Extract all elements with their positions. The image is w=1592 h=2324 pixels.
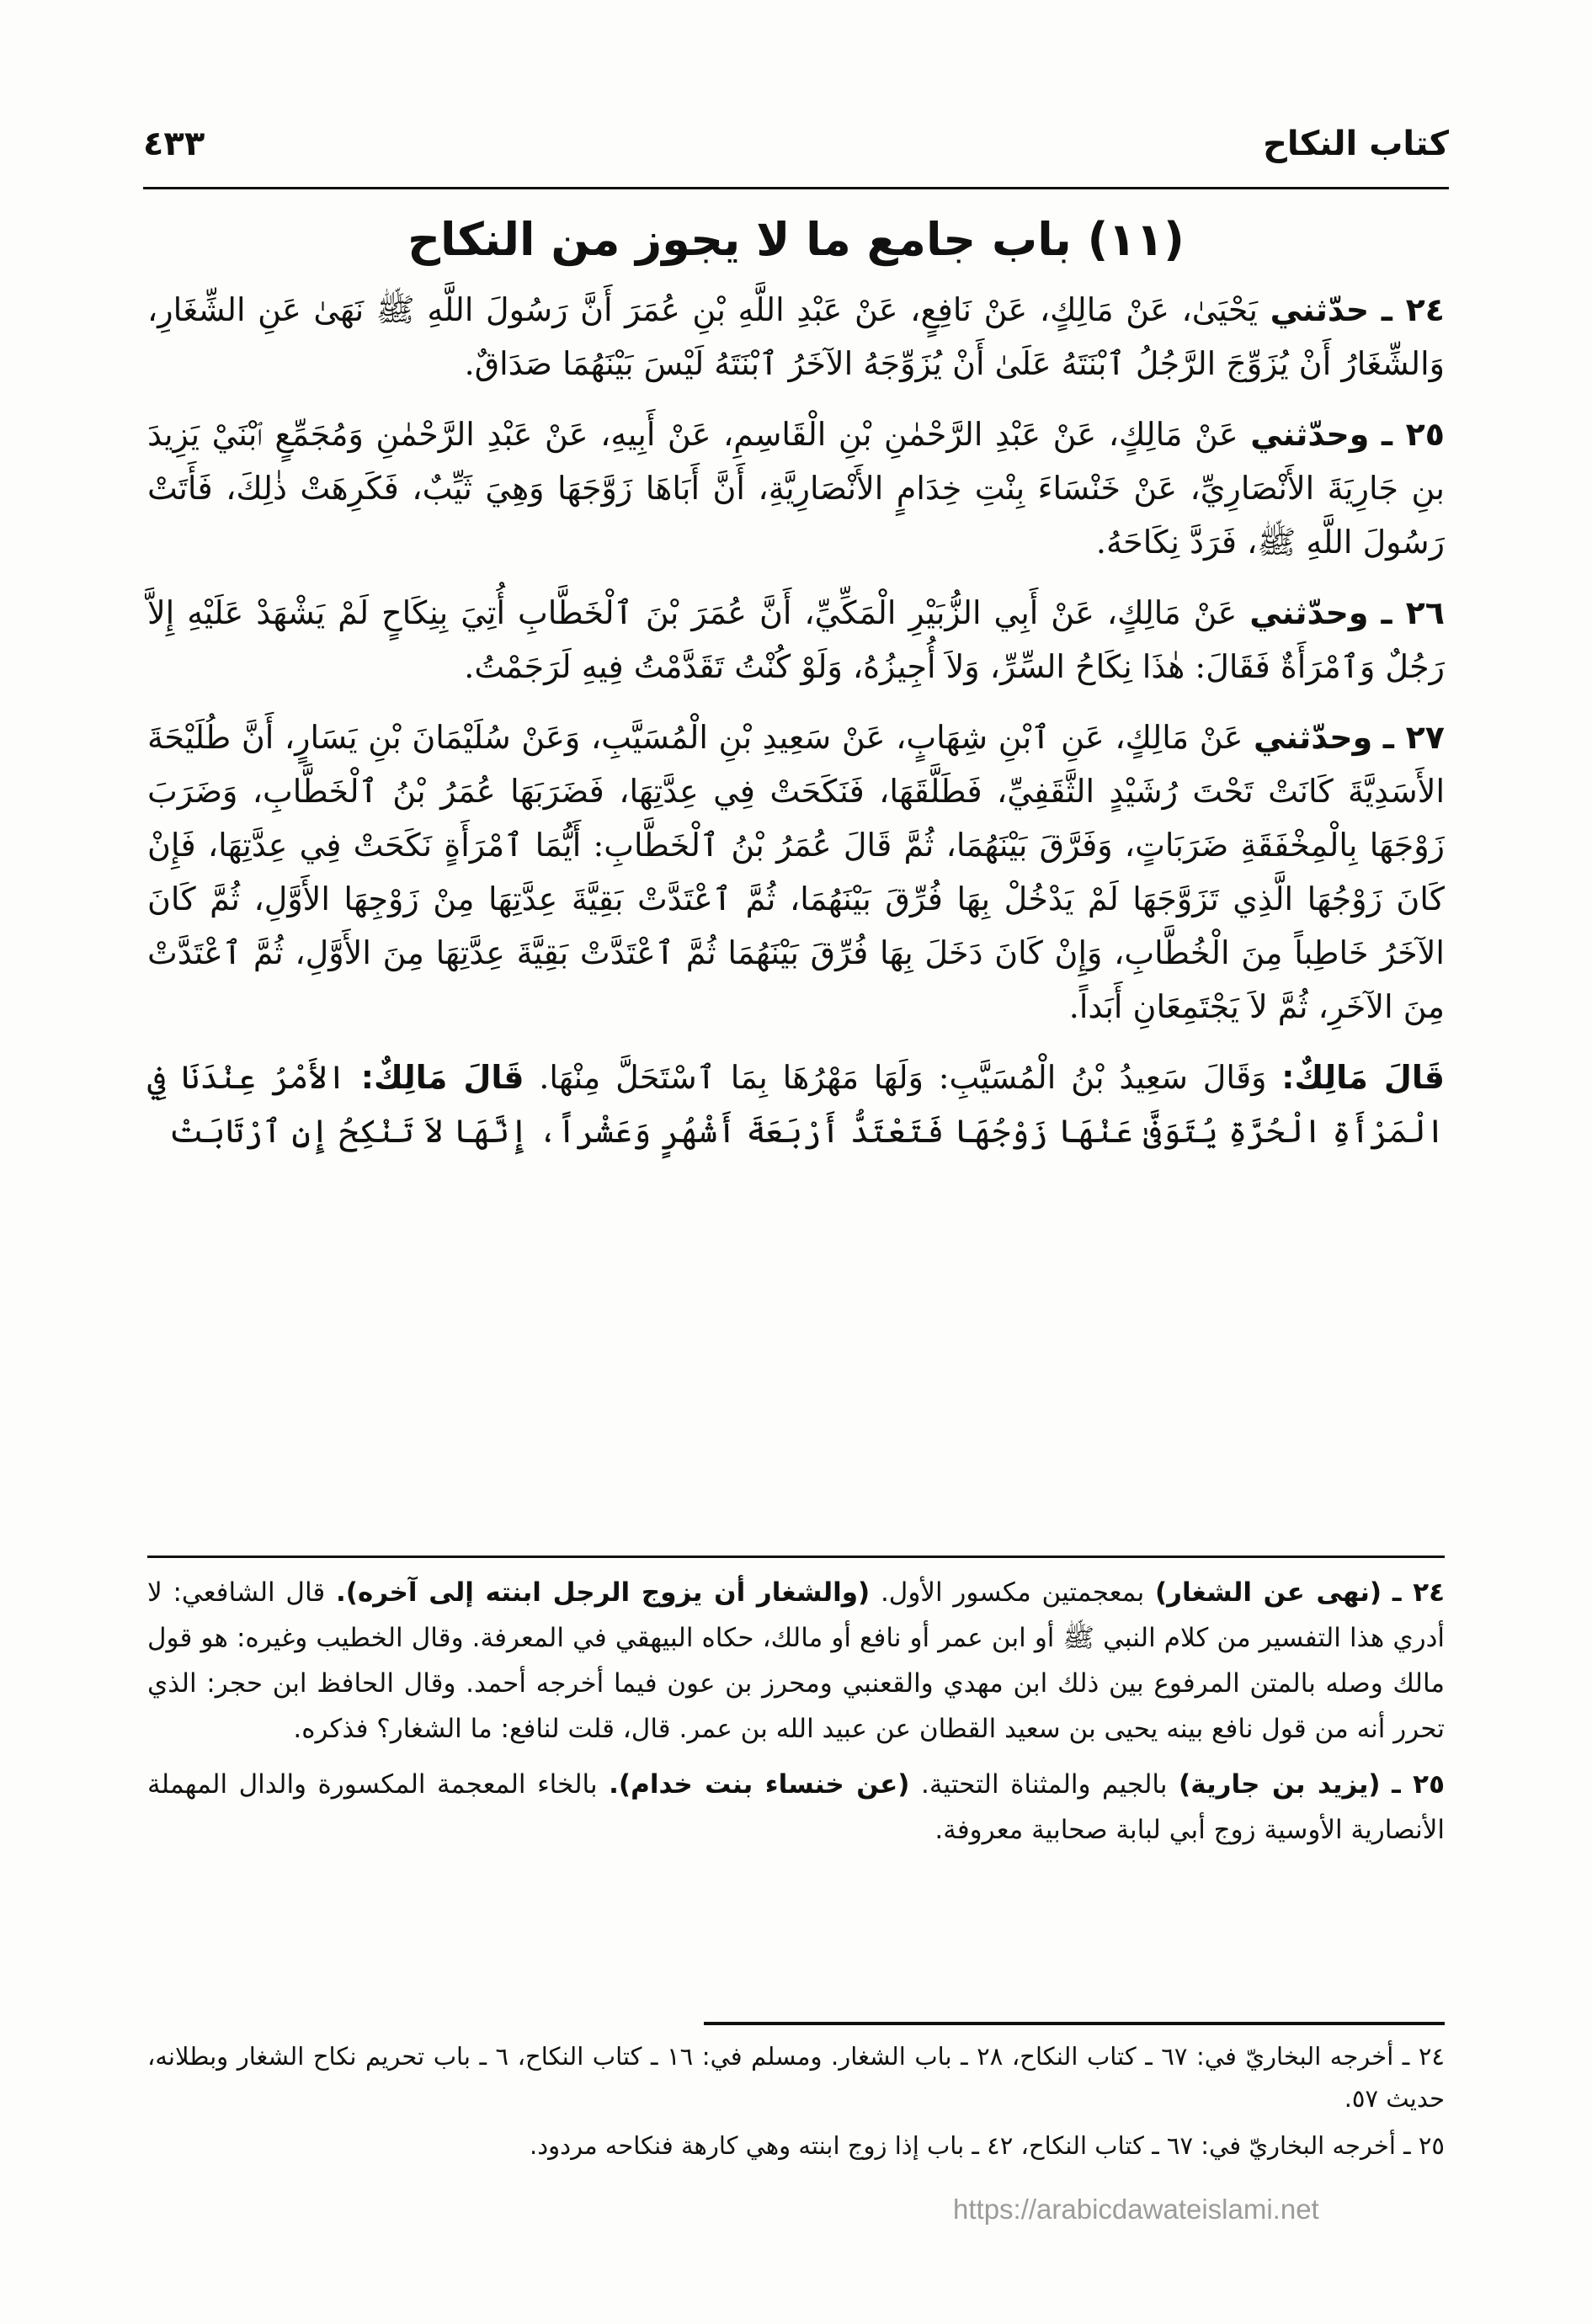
chapter-title: (١١) باب جامع ما لا يجوز من النكاح bbox=[407, 213, 1185, 266]
references-rule bbox=[704, 2022, 1445, 2025]
note-text: بالجيم والمثناة التحتية. bbox=[921, 1769, 1168, 1800]
book-title: كتاب النكاح bbox=[1263, 125, 1449, 163]
hadith-number: ٢٦ ـ bbox=[1381, 594, 1445, 631]
hadith-number: ٢٧ ـ bbox=[1382, 719, 1445, 756]
note-number: ٢٥ ـ bbox=[1392, 1769, 1446, 1800]
header-rule bbox=[143, 187, 1449, 189]
hadith-opener: حدّثني bbox=[1270, 291, 1370, 328]
hadith-text: يَحْيَىٰ، عَنْ مَالِكٍ، عَنْ نَافِعٍ، عَنْ عَبْدِ اللَّهِ بْنِ عُمَرَ أَنَّ رَسُولَ اللَّهِ ﷺ نَهَىٰ عَنِ الشِّغَارِ، وَالشِّغَارُ أَنْ يُزَوِّجَ الرَّجُلُ ٱبْنَتَهُ عَلَىٰ أَنْ يُزَوِّجَهُ الآخَرُ ٱبْنَتَهُ لَيْسَ بَيْنَهُمَا صَدَاقٌ. bbox=[147, 291, 1445, 382]
hadith-text: عَنْ مَالِكٍ، عَنْ أَبِي الزُّبَيْرِ الْمَكِّيِّ، أَنَّ عُمَرَ بْنَ ٱلْخَطَّابِ أُتِيَ بِنِكَاحٍ لَمْ يَشْهَدْ عَلَيْهِ إِلاَّ رَجُلٌ وَٱمْرَأَةٌ فَقَالَ: هٰذَا نِكَاحُ السِّرِّ، وَلاَ أُجِيزُهُ، وَلَوْ كُنْتُ تَقَدَّمْتُ فِيهِ لَرَجَمْتُ. bbox=[147, 594, 1445, 685]
note-bold-phrase: (نهى عن الشغار) bbox=[1155, 1577, 1382, 1608]
note-25 bbox=[147, 1762, 1445, 1853]
notes-rule bbox=[147, 1556, 1445, 1558]
hadith-26 bbox=[147, 586, 1445, 694]
watermark-url: https://arabicdawateislami.net bbox=[953, 2194, 1319, 2225]
malik-label: قَالَ مَالِكٌ: bbox=[360, 1059, 524, 1096]
page-number: ٤٣٣ bbox=[143, 125, 205, 163]
reference-24: ٢٤ ـ أخرجه البخاريّ في: ٦٧ ـ كتاب النكاح، ٢٨ ـ باب الشغار. ومسلم في: ١٦ ـ كتاب النكاح، ٦ ـ باب تحريم نكاح الشغار وبطلانه، حديث ٥٧. bbox=[147, 2042, 1446, 2113]
hadith-opener: وحدّثني bbox=[1254, 719, 1373, 756]
reference-25: ٢٥ ـ أخرجه البخاريّ في: ٦٧ ـ كتاب النكاح، ٤٢ ـ باب إذا زوج ابنته وهي كارهة فنكاحه مردود. bbox=[530, 2131, 1445, 2160]
note-number: ٢٤ ـ bbox=[1392, 1577, 1446, 1608]
malik-commentary bbox=[147, 1050, 1445, 1158]
note-24 bbox=[147, 1570, 1445, 1752]
malik-text: الأَمْرُ عِنْدَنَا فِي الْمَرْأَةِ الْحُرَّةِ يُتَوَفَّىٰ عَنْهَا زَوْجُهَا فَتَعْتَدُّ أَرْبَعَةَ أَشْهُرٍ وَعَشْراً، إِنَّهَا لاَ تَنْكِحُ إِنِ ٱرْتَابَتْ bbox=[147, 1059, 1445, 1150]
hadith-number: ٢٤ ـ bbox=[1381, 291, 1445, 328]
note-bold-phrase: (يزيد بن جارية) bbox=[1179, 1769, 1381, 1800]
hadith-27 bbox=[147, 710, 1445, 1034]
note-text: بمعجمتين مكسور الأول. bbox=[880, 1577, 1145, 1608]
hadith-25 bbox=[147, 407, 1445, 569]
hadith-text: عَنْ مَالِكٍ، عَنِ ٱبْنِ شِهَابٍ، عَنْ سَعِيدِ بْنِ الْمُسَيَّبِ، وَعَنْ سُلَيْمَانَ بْنِ يَسَارٍ، أَنَّ طُلَيْحَةَ الأَسَدِيَّةَ كَانَتْ تَحْتَ رُشَيْدٍ الثَّقَفِيِّ، فَطَلَّقَهَا، فَنَكَحَتْ فِي عِدَّتِهَا، فَضَرَبَهَا عُمَرُ بْنُ ٱلْخَطَّابِ، وَضَرَبَ زَوْجَهَا بِالْمِخْفَقَةِ ضَرَبَاتٍ، وَفَرَّقَ بَيْنَهُمَا، ثُمَّ قَالَ عُمَرُ بْنُ ٱلْخَطَّابِ: أَيُّمَا ٱمْرَأَةٍ نَكَحَتْ فِي عِدَّتِهَا، فَإِنْ كَانَ زَوْجُهَا الَّذِي تَزَوَّجَهَا لَمْ يَدْخُلْ بِهَا فُرِّقَ بَيْنَهُمَا، ثُمَّ ٱعْتَدَّتْ بَقِيَّةَ عِدَّتِهَا مِنْ زَوْجِهَا الأَوَّلِ، ثُمَّ كَانَ الآخَرُ خَاطِباً مِنَ الْخُطَّابِ، وَإِنْ كَانَ دَخَلَ بِهَا فُرِّقَ بَيْنَهُمَا ثُمَّ ٱعْتَدَّتْ بَقِيَّةَ عِدَّتِهَا مِنَ الأَوَّلِ، ثُمَّ ٱعْتَدَّتْ مِنَ الآخَرِ، ثُمَّ لاَ يَجْتَمِعَانِ أَبَداً. bbox=[147, 719, 1445, 1025]
note-text: قال الشافعي: لا أدري هذا التفسير من كلام النبي ﷺ أو ابن عمر أو نافع أو مالك، حكاه البيهقي في المعرفة. وقال الخطيب وغيره: هو قول مالك وصله بالمتن المرفوع بين ذلك ابن مهدي والقعنبي ومحرز بن عون فيما أخرجه أحمد. وقال الحافظ ابن حجر: الذي تحرر أنه من قول نافع بينه يحيى بن سعيد القطان عن عبيد الله بن عمر. قال، قلت لنافع: ما الشغار؟ فذكره. bbox=[147, 1577, 1445, 1744]
main-text bbox=[147, 209, 1445, 1158]
malik-text: وَقَالَ سَعِيدُ بْنُ الْمُسَيَّبِ: وَلَهَا مَهْرُهَا بِمَا ٱسْتَحَلَّ مِنْهَا. bbox=[539, 1059, 1267, 1096]
hadith-text: عَنْ مَالِكٍ، عَنْ عَبْدِ الرَّحْمٰنِ بْنِ الْقَاسِمِ، عَنْ أَبِيهِ، عَنْ عَبْدِ الرَّحْمٰنِ وَمُجَمِّعٍ ٱبْنَيْ يَزِيدَ بنِ جَارِيَةَ الأَنْصَارِيِّ، عَنْ خَنْسَاءَ بِنْتِ خِدَامٍ الأَنْصَارِيَّةِ، أَنَّ أَبَاهَا زَوَّجَهَا وَهِيَ ثَيِّبٌ، فَكَرِهَتْ ذٰلِكَ، فَأَتَتْ رَسُولَ اللَّهِ ﷺ، فَرَدَّ نِكَاحَهُ. bbox=[147, 416, 1445, 561]
commentary-notes bbox=[147, 1570, 1445, 1863]
note-text: بالخاء المعجمة المكسورة والدال المهملة الأنصارية الأوسية زوج أبي لبابة صحابية معروفة. bbox=[147, 1769, 1445, 1845]
running-header bbox=[143, 125, 1449, 175]
hadith-number: ٢٥ ـ bbox=[1381, 416, 1445, 453]
hadith-opener: وحدّثني bbox=[1250, 416, 1370, 453]
note-bold-phrase: (والشغار أن يزوج الرجل ابنته إلى آخره). bbox=[336, 1577, 871, 1608]
references bbox=[147, 2035, 1445, 2172]
hadith-24 bbox=[147, 283, 1445, 391]
malik-label: قَالَ مَالِكٌ: bbox=[1281, 1059, 1445, 1096]
note-bold-phrase: (عن خنساء بنت خدام). bbox=[609, 1769, 910, 1800]
hadith-opener: وحدّثني bbox=[1249, 594, 1369, 631]
